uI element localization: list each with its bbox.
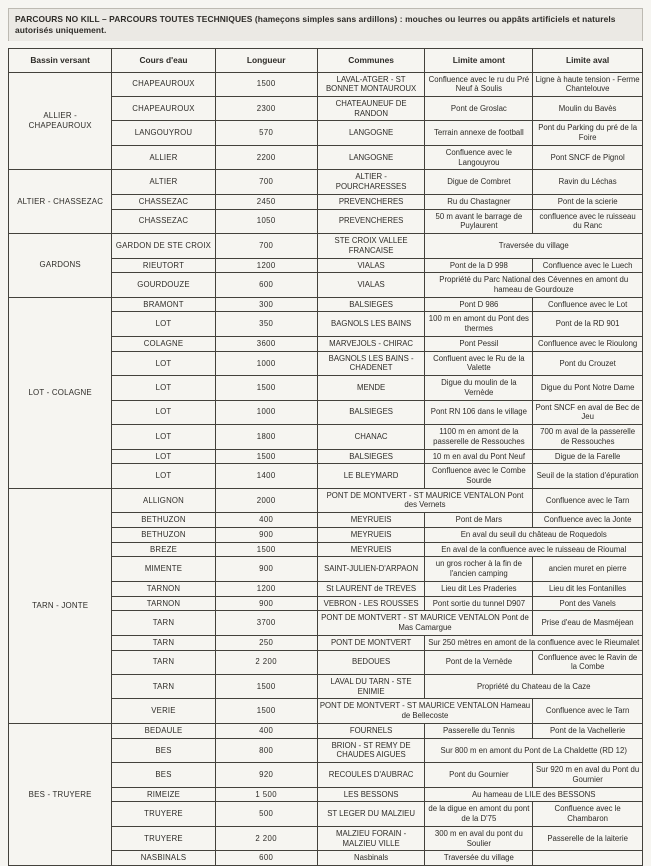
cell-communes: MEYRUEIS [317,542,425,557]
cell-cours-deau: GARDON DE STE CROIX [112,234,215,258]
cell-limite-aval: Pont de la Vachellerie [533,723,643,738]
cell-longueur: 800 [215,738,317,762]
cell-limite-aval: Confluence avec le Tarn [533,488,643,512]
cell-communes-amont-merged: PONT DE MONTVERT - ST MAURICE VENTALON Pont des Vernets [317,488,533,512]
cell-limite-amont: Confluent avec le Ru de la Valette [425,351,533,375]
cell-limite-merged: Traversée du village [425,234,643,258]
cell-limite-aval: Pont du Crouzet [533,351,643,375]
cell-limite-amont: Ru du Chastagner [425,194,533,209]
column-header-bassin-versant: Bassin versant [9,49,112,73]
cell-cours-deau: BRAMONT [112,297,215,312]
cell-cours-deau: TARNON [112,581,215,596]
cell-communes: RECOULES D'AUBRAC [317,763,425,787]
cell-limite-aval: Pont des Vanels [533,596,643,611]
cell-cours-deau: NASBINALS [112,851,215,866]
cell-longueur: 2200 [215,145,317,169]
cell-limite-aval: Confluence avec le Chambaron [533,802,643,826]
cell-cours-deau: BETHUZON [112,513,215,528]
cell-cours-deau: CHASSEZAC [112,209,215,233]
cell-bassin-versant: BES - TRUYERE [9,723,112,865]
cell-limite-aval: Pont de la scierie [533,194,643,209]
cell-limite-amont: Traversée du village [425,851,533,866]
table-row [9,723,643,738]
cell-limite-amont: 300 m en aval du pont du Soulier [425,826,533,850]
cell-longueur: 350 [215,312,317,336]
cell-cours-deau: CHAPEAUROUX [112,72,215,96]
cell-limite-amont: Confluence avec le Langouyrou [425,145,533,169]
table-row [9,234,643,258]
cell-communes: CHATEAUNEUF DE RANDON [317,96,425,120]
cell-longueur: 1200 [215,258,317,273]
cell-communes: MARVEJOLS - CHIRAC [317,336,425,351]
cell-limite-aval: confluence avec le ruisseau du Ranc [533,209,643,233]
cell-bassin-versant: ALLIER - CHAPEAUROUX [9,72,112,170]
cell-limite-amont: Pont du Gournier [425,763,533,787]
cell-limite-amont: Confluence avec le Combe Sourde [425,464,533,488]
cell-communes: BEDOUES [317,650,425,674]
cell-cours-deau: ALLIGNON [112,488,215,512]
cell-limite-aval: Confluence avec le Luech [533,258,643,273]
cell-longueur: 2000 [215,488,317,512]
cell-cours-deau: TARN [112,611,215,635]
cell-communes: BAGNOLS LES BAINS [317,312,425,336]
cell-longueur: 300 [215,297,317,312]
header-row [9,49,643,73]
cell-communes: LANGOGNE [317,121,425,145]
cell-limite-merged: Au hameau de LILE des BESSONS [425,787,643,802]
cell-limite-aval: Pont de la RD 901 [533,312,643,336]
cell-communes-amont-merged: PONT DE MONTVERT - ST MAURICE VENTALON Hameau de Bellecoste [317,699,533,723]
column-header-cours-d-eau: Cours d'eau [112,49,215,73]
cell-longueur: 1500 [215,376,317,400]
cell-longueur: 900 [215,596,317,611]
cell-limite-amont: Pont de la D 998 [425,258,533,273]
column-header-limite-amont: Limite amont [425,49,533,73]
table-row [9,170,643,194]
cell-cours-deau: MIMENTE [112,557,215,581]
column-header-limite-aval: Limite aval [533,49,643,73]
cell-cours-deau: BES [112,738,215,762]
cell-limite-amont: Terrain annexe de football [425,121,533,145]
cell-communes: VEBRON - LES ROUSSES [317,596,425,611]
cell-limite-amont: Digue de Combret [425,170,533,194]
cell-communes: CHANAC [317,425,425,449]
cell-limite-aval: Pont SNCF en aval de Bec de Jeu [533,400,643,424]
cell-longueur: 500 [215,802,317,826]
cell-limite-merged: Sur 800 m en amont du Pont de La Chaldette (RD 12) [425,738,643,762]
cell-longueur: 1500 [215,542,317,557]
cell-longueur: 1500 [215,449,317,464]
cell-limite-aval: Confluence avec la Jonte [533,513,643,528]
cell-longueur: 700 [215,234,317,258]
cell-communes: MALZIEU FORAIN - MALZIEU VILLE [317,826,425,850]
cell-longueur: 1500 [215,72,317,96]
cell-bassin-versant: ALTIER - CHASSEZAC [9,170,112,234]
column-header-longueur: Longueur [215,49,317,73]
cell-communes: PONT DE MONTVERT [317,635,425,650]
cell-communes: STE CROIX VALLEE FRANCAISE [317,234,425,258]
cell-longueur: 2 200 [215,650,317,674]
cell-limite-merged: Propriété du Parc National des Cévennes en amont du hameau de Gourdouze [425,273,643,297]
cell-cours-deau: TARN [112,650,215,674]
cell-cours-deau: LOT [112,312,215,336]
cell-communes: BAGNOLS LES BAINS - CHADENET [317,351,425,375]
cell-cours-deau: BES [112,763,215,787]
cell-bassin-versant: LOT - COLAGNE [9,297,112,488]
table-row [9,297,643,312]
cell-limite-aval: Moulin du Bavès [533,96,643,120]
table-row [9,72,643,96]
cell-limite-aval: Lieu dit les Fontanilles [533,581,643,596]
cell-cours-deau: LOT [112,351,215,375]
cell-cours-deau: TARNON [112,596,215,611]
cell-cours-deau: BETHUZON [112,527,215,542]
cell-cours-deau: LOT [112,376,215,400]
cell-limite-aval: Confluence avec le Rioulong [533,336,643,351]
cell-limite-amont: Pont de la Vernède [425,650,533,674]
cell-communes: LES BESSONS [317,787,425,802]
cell-communes: Nasbinals [317,851,425,866]
cell-cours-deau: CHAPEAUROUX [112,96,215,120]
cell-communes: LANGOGNE [317,145,425,169]
cell-longueur: 1500 [215,699,317,723]
cell-limite-aval: Ravin du Léchas [533,170,643,194]
cell-longueur: 1200 [215,581,317,596]
cell-longueur: 1 500 [215,787,317,802]
cell-communes: MEYRUEIS [317,513,425,528]
cell-longueur: 3600 [215,336,317,351]
cell-limite-aval [533,851,643,866]
cell-limite-amont: Pont RN 106 dans le village [425,400,533,424]
cell-longueur: 600 [215,851,317,866]
cell-longueur: 900 [215,527,317,542]
cell-longueur: 2450 [215,194,317,209]
cell-limite-merged: Sur 250 mètres en amont de la confluence avec le Rieumalet [425,635,643,650]
cell-communes: MEYRUEIS [317,527,425,542]
cell-limite-amont: Passerelle du Tennis [425,723,533,738]
cell-limite-aval: ancien muret en pierre [533,557,643,581]
cell-communes: FOURNELS [317,723,425,738]
cell-communes: SAINT-JULIEN-D'ARPAON [317,557,425,581]
cell-bassin-versant: TARN - JONTE [9,488,112,723]
cell-longueur: 1000 [215,351,317,375]
cell-limite-aval: Pont du Parking du pré de la Foire [533,121,643,145]
cell-limite-amont: 10 m en aval du Pont Neuf [425,449,533,464]
cell-communes: BALSIEGES [317,400,425,424]
table-body [9,72,643,866]
cell-longueur: 920 [215,763,317,787]
cell-limite-amont: Pont de Groslac [425,96,533,120]
cell-communes-amont-merged: PONT DE MONTVERT - ST MAURICE VENTALON Pont de Mas Camargue [317,611,533,635]
table-row [9,488,643,512]
cell-longueur: 600 [215,273,317,297]
cell-communes: VIALAS [317,258,425,273]
cell-communes: LAVAL-ATGER - ST BONNET MONTAUROUX [317,72,425,96]
cell-communes: MENDE [317,376,425,400]
cell-cours-deau: LOT [112,464,215,488]
cell-cours-deau: VERIE [112,699,215,723]
cell-limite-merged: En aval du seuil du château de Roquedols [425,527,643,542]
cell-longueur: 1800 [215,425,317,449]
cell-limite-amont: 1100 m en amont de la passerelle de Ressouches [425,425,533,449]
cell-longueur: 2 200 [215,826,317,850]
cell-limite-aval: Prise d'eau de Masméjean [533,611,643,635]
cell-cours-deau: BEDAULE [112,723,215,738]
cell-cours-deau: CHASSEZAC [112,194,215,209]
cell-cours-deau: LOT [112,425,215,449]
cell-longueur: 1050 [215,209,317,233]
cell-longueur: 900 [215,557,317,581]
cell-limite-amont: 50 m avant le barrage de Puylaurent [425,209,533,233]
cell-bassin-versant: GARDONS [9,234,112,298]
cell-limite-aval: Digue de la Farelle [533,449,643,464]
cell-cours-deau: TRUYERE [112,802,215,826]
cell-cours-deau: LOT [112,400,215,424]
table-header-row [9,49,643,73]
cell-limite-aval: 700 m aval de la passerelle de Ressouches [533,425,643,449]
cell-limite-aval: Ligne à haute tension - Ferme Chantelouve [533,72,643,96]
cell-longueur: 1500 [215,675,317,699]
no-kill-table [8,48,643,866]
cell-limite-aval: Passerelle de la laiterie [533,826,643,850]
cell-communes: BALSIEGES [317,449,425,464]
cell-limite-amont: Pont sortie du tunnel D907 [425,596,533,611]
cell-limite-merged: Propriété du Chateau de la Caze [425,675,643,699]
cell-limite-amont: un gros rocher à la fin de l'ancien camping [425,557,533,581]
cell-cours-deau: GOURDOUZE [112,273,215,297]
cell-limite-aval: Confluence avec le Lot [533,297,643,312]
cell-cours-deau: BREZE [112,542,215,557]
cell-longueur: 570 [215,121,317,145]
cell-limite-amont: Digue du moulin de la Vernède [425,376,533,400]
cell-communes: ALTIER - POURCHARESSES [317,170,425,194]
cell-cours-deau: TARN [112,635,215,650]
cell-longueur: 1000 [215,400,317,424]
cell-communes: VIALAS [317,273,425,297]
cell-limite-amont: de la digue en amont du pont de la D'75 [425,802,533,826]
cell-cours-deau: RIMEIZE [112,787,215,802]
cell-limite-amont: Pont Pessil [425,336,533,351]
cell-cours-deau: COLAGNE [112,336,215,351]
cell-communes: St LAURENT de TREVES [317,581,425,596]
cell-longueur: 400 [215,513,317,528]
cell-limite-amont: Pont D 986 [425,297,533,312]
cell-limite-merged: En aval de la confluence avec le ruisseau de Rioumal [425,542,643,557]
cell-limite-amont: Lieu dit Les Praderies [425,581,533,596]
cell-longueur: 250 [215,635,317,650]
cell-cours-deau: LOT [112,449,215,464]
cell-limite-aval: Confluence avec le Tarn [533,699,643,723]
cell-communes: BRION - ST REMY DE CHAUDES AIGUES [317,738,425,762]
cell-longueur: 3700 [215,611,317,635]
cell-communes: LAVAL DU TARN - STE ENIMIE [317,675,425,699]
cell-cours-deau: TRUYERE [112,826,215,850]
document-title: PARCOURS NO KILL – PARCOURS TOUTES TECHNIQUES (hameçons simples sans ardillons) : mouches ou leurres ou appâts artificiels et naturels autorisés uniquement. [8,8,643,41]
cell-limite-aval: Pont SNCF de Pignol [533,145,643,169]
cell-communes: ST LEGER DU MALZIEU [317,802,425,826]
cell-cours-deau: ALTIER [112,170,215,194]
column-header-communes: Communes [317,49,425,73]
cell-longueur: 400 [215,723,317,738]
cell-cours-deau: RIEUTORT [112,258,215,273]
cell-cours-deau: ALLIER [112,145,215,169]
cell-communes: PREVENCHERES [317,209,425,233]
cell-longueur: 700 [215,170,317,194]
cell-cours-deau: LANGOUYROU [112,121,215,145]
cell-longueur: 1400 [215,464,317,488]
cell-limite-aval: Digue du Pont Notre Dame [533,376,643,400]
cell-limite-amont: Confluence avec le ru du Pré Neuf à Soulis [425,72,533,96]
cell-limite-aval: Sur 920 m en aval du Pont du Gournier [533,763,643,787]
cell-longueur: 2300 [215,96,317,120]
cell-limite-aval: Seuil de la station d'épuration [533,464,643,488]
cell-communes: BALSIEGES [317,297,425,312]
cell-limite-aval: Confluence avec le Ravin de la Combe [533,650,643,674]
cell-limite-amont: Pont de Mars [425,513,533,528]
cell-communes: PREVENCHERES [317,194,425,209]
cell-limite-amont: 100 m en amont du Pont des thermes [425,312,533,336]
cell-communes: LE BLEYMARD [317,464,425,488]
cell-cours-deau: TARN [112,675,215,699]
